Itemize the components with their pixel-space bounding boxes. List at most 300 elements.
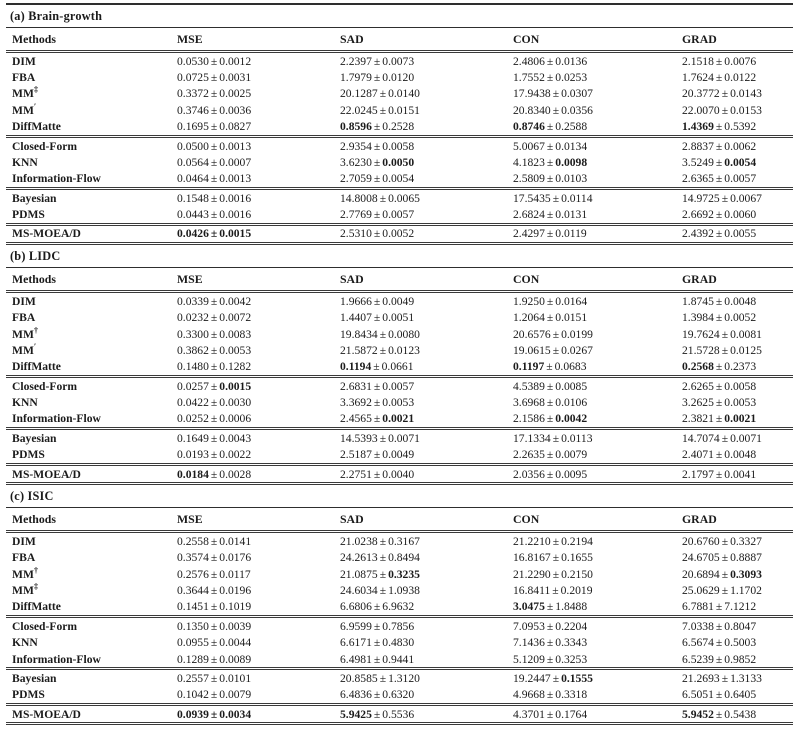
plus-minus-sign: ± (210, 71, 218, 85)
metric-value: 24.6034 (340, 584, 378, 598)
value-cell (334, 310, 507, 326)
plus-minus-sign: ± (210, 551, 218, 565)
table-row (6, 377, 793, 395)
metric-value: 19.8434 (340, 327, 378, 341)
plus-minus-sign: ± (552, 343, 560, 357)
metric-std: 0.1555 (561, 671, 593, 685)
value-cell (676, 52, 793, 70)
method-name: Information-Flow (12, 172, 101, 186)
metric-value: 0.3372 (177, 87, 209, 101)
column-header: Methods (6, 508, 171, 532)
metric-std: 0.0140 (388, 87, 420, 101)
plus-minus-sign: ± (210, 311, 218, 325)
plus-minus-sign: ± (715, 707, 723, 721)
plus-minus-sign: ± (210, 327, 218, 341)
value-cell (334, 566, 507, 582)
method-cell (6, 705, 171, 724)
table-row (6, 52, 793, 70)
plus-minus-sign: ± (715, 619, 723, 633)
metric-value: 14.7074 (682, 431, 720, 445)
plus-minus-sign: ± (210, 208, 218, 222)
metric-value: 2.1586 (513, 412, 545, 426)
metric-value: 0.1649 (177, 431, 209, 445)
method-superscript: ‡ (33, 582, 39, 592)
metric-value: 0.2568 (682, 360, 714, 374)
plus-minus-sign: ± (373, 707, 381, 721)
method-cell (6, 532, 171, 550)
value-cell (507, 102, 676, 118)
method-cell (6, 136, 171, 154)
plus-minus-sign: ± (373, 467, 381, 481)
metric-std: 0.0114 (561, 191, 593, 205)
metric-std: 0.0065 (388, 191, 420, 205)
value-cell (507, 342, 676, 358)
value-cell (171, 705, 334, 724)
plus-minus-sign: ± (546, 619, 554, 633)
value-cell (676, 224, 793, 243)
method-name: Closed-Form (12, 619, 78, 633)
plus-minus-sign: ± (546, 71, 554, 85)
metric-std: 0.0122 (724, 71, 757, 85)
plus-minus-sign: ± (373, 120, 381, 134)
metric-std: 0.0079 (219, 688, 252, 702)
metric-value: 1.7552 (513, 71, 545, 85)
value-cell (507, 651, 676, 669)
plus-minus-sign: ± (715, 311, 723, 325)
plus-minus-sign: ± (546, 467, 554, 481)
method-name: MM (12, 567, 34, 581)
table-row (6, 447, 793, 465)
plus-minus-sign: ± (715, 396, 723, 410)
metric-value: 5.9425 (340, 707, 372, 721)
metric-std: 0.0055 (724, 227, 757, 241)
value-cell (334, 86, 507, 102)
table-row (6, 292, 793, 310)
value-cell (171, 189, 334, 207)
value-cell (334, 411, 507, 429)
metric-std: 0.0022 (219, 448, 252, 462)
method-name: DIM (12, 534, 36, 548)
value-cell (676, 189, 793, 207)
value-cell (507, 52, 676, 70)
plus-minus-sign: ± (210, 619, 218, 633)
value-cell (676, 326, 793, 342)
metric-value: 0.0725 (177, 71, 209, 85)
metric-std: 0.0006 (219, 412, 252, 426)
metric-value: 17.9438 (513, 87, 551, 101)
metric-value: 6.9599 (340, 619, 372, 633)
method-name: MS-MOEA/D (12, 707, 81, 721)
metric-value: 14.9725 (682, 191, 720, 205)
plus-minus-sign: ± (721, 584, 729, 598)
table-row (6, 550, 793, 566)
metric-value: 0.2576 (177, 567, 209, 581)
metric-value: 0.2558 (177, 534, 209, 548)
table-row (6, 171, 793, 189)
metric-std: 0.0073 (382, 54, 415, 68)
value-cell (507, 326, 676, 342)
metric-std: 0.0015 (219, 379, 252, 393)
plus-minus-sign: ± (210, 139, 218, 153)
table-section (6, 245, 793, 485)
metric-value: 2.8837 (682, 139, 714, 153)
metric-value: 0.0193 (177, 448, 209, 462)
metric-std: 0.0095 (555, 467, 588, 481)
value-cell (334, 342, 507, 358)
method-cell (6, 669, 171, 687)
plus-minus-sign: ± (373, 619, 381, 633)
value-cell (171, 411, 334, 429)
plus-minus-sign: ± (373, 600, 381, 614)
value-cell (334, 464, 507, 483)
metric-std: 0.0036 (219, 103, 252, 117)
plus-minus-sign: ± (373, 448, 381, 462)
section-title: (b) LIDC (10, 249, 61, 264)
metric-value: 6.6806 (340, 600, 372, 614)
metrics-table (6, 27, 793, 245)
value-cell (171, 154, 334, 170)
plus-minus-sign: ± (715, 636, 723, 650)
metric-value: 2.5310 (340, 227, 372, 241)
value-cell (676, 705, 793, 724)
metric-value: 17.1334 (513, 431, 551, 445)
method-name: MS-MOEA/D (12, 227, 81, 241)
metric-std: 0.3327 (730, 534, 762, 548)
column-header: SAD (334, 268, 507, 292)
metric-std: 0.0021 (724, 412, 757, 426)
metric-std: 0.0176 (219, 551, 252, 565)
value-cell (676, 429, 793, 447)
metric-std: 0.0021 (382, 412, 415, 426)
metric-value: 1.9666 (340, 294, 372, 308)
table-header (6, 508, 793, 532)
table-section (6, 3, 793, 245)
metric-std: 0.2019 (560, 584, 593, 598)
value-cell (507, 359, 676, 377)
value-cell (171, 224, 334, 243)
plus-minus-sign: ± (552, 103, 560, 117)
metric-std: 0.0052 (382, 227, 415, 241)
metric-value: 19.0615 (513, 343, 551, 357)
value-cell (676, 206, 793, 224)
metric-value: 2.2397 (340, 54, 372, 68)
value-cell (676, 119, 793, 137)
plus-minus-sign: ± (379, 103, 387, 117)
value-cell (171, 69, 334, 85)
method-group (6, 52, 793, 137)
column-header: CON (507, 28, 676, 52)
value-cell (334, 359, 507, 377)
metric-std: 6.9632 (382, 600, 415, 614)
plus-minus-sign: ± (210, 103, 218, 117)
value-cell (171, 651, 334, 669)
plus-minus-sign: ± (210, 707, 218, 721)
table-row (6, 582, 793, 598)
metric-std: 0.0103 (555, 172, 588, 186)
metric-value: 2.5809 (513, 172, 545, 186)
header-row (6, 28, 793, 52)
method-cell (6, 377, 171, 395)
plus-minus-sign: ± (210, 652, 218, 666)
plus-minus-sign: ± (546, 311, 554, 325)
table-section (6, 485, 793, 725)
metric-std: 0.0058 (724, 379, 757, 393)
metric-value: 4.5389 (513, 379, 545, 393)
metric-std: 0.0131 (555, 208, 588, 222)
metric-value: 2.4392 (682, 227, 714, 241)
plus-minus-sign: ± (715, 652, 723, 666)
value-cell (676, 464, 793, 483)
plus-minus-sign: ± (546, 172, 554, 186)
value-cell (676, 102, 793, 118)
column-header: Methods (6, 268, 171, 292)
metric-std: 0.0827 (219, 120, 252, 134)
metric-std: 0.5536 (382, 707, 415, 721)
plus-minus-sign: ± (715, 412, 723, 426)
plus-minus-sign: ± (715, 294, 723, 308)
metric-std: 0.3318 (555, 688, 588, 702)
metric-std: 0.1019 (219, 600, 252, 614)
metric-std: 0.0098 (555, 155, 588, 169)
metric-std: 0.0081 (730, 327, 762, 341)
metric-value: 7.0338 (682, 619, 714, 633)
plus-minus-sign: ± (373, 360, 380, 374)
plus-minus-sign: ± (210, 431, 218, 445)
method-cell (6, 292, 171, 310)
plus-minus-sign: ± (552, 551, 560, 565)
value-cell (334, 119, 507, 137)
metric-std: 0.8494 (388, 551, 420, 565)
metric-std: 0.0048 (724, 448, 757, 462)
value-cell (171, 532, 334, 550)
metric-value: 1.7624 (682, 71, 714, 85)
metric-value: 2.6692 (682, 208, 714, 222)
metric-std: 0.0071 (388, 431, 420, 445)
method-group (6, 532, 793, 617)
metric-value: 0.0564 (177, 155, 209, 169)
value-cell (334, 206, 507, 224)
metric-std: 0.0013 (219, 172, 252, 186)
method-cell (6, 599, 171, 617)
metric-value: 2.2635 (513, 448, 545, 462)
metric-value: 24.6705 (682, 551, 720, 565)
metric-std: 0.3343 (555, 636, 588, 650)
metric-value: 2.0356 (513, 467, 545, 481)
table-header (6, 268, 793, 292)
metric-std: 0.0253 (555, 71, 588, 85)
metric-std: 0.0307 (561, 87, 593, 101)
method-name: Bayesian (12, 431, 57, 445)
metric-value: 24.2613 (340, 551, 378, 565)
plus-minus-sign: ± (373, 139, 381, 153)
value-cell (507, 136, 676, 154)
metric-std: 0.9441 (382, 652, 415, 666)
metric-std: 0.0076 (724, 54, 757, 68)
metric-std: 0.0123 (388, 343, 420, 357)
metric-std: 1.0938 (388, 584, 420, 598)
metric-value: 3.6230 (340, 155, 372, 169)
plus-minus-sign: ± (552, 87, 560, 101)
plus-minus-sign: ± (546, 600, 554, 614)
metric-std: 0.5438 (724, 707, 757, 721)
metric-value: 2.9354 (340, 139, 372, 153)
metric-value: 0.0500 (177, 139, 209, 153)
value-cell (334, 224, 507, 243)
value-cell (171, 86, 334, 102)
plus-minus-sign: ± (715, 600, 723, 614)
metric-value: 19.7624 (682, 327, 720, 341)
metric-value: 2.4565 (340, 412, 372, 426)
metric-value: 4.1823 (513, 155, 545, 169)
value-cell (676, 687, 793, 705)
table-row (6, 102, 793, 118)
value-cell (676, 359, 793, 377)
value-cell (171, 635, 334, 651)
plus-minus-sign: ± (546, 688, 554, 702)
metric-std: 0.0151 (388, 103, 420, 117)
metric-value: 2.4806 (513, 54, 545, 68)
metric-value: 0.3574 (177, 551, 209, 565)
metric-value: 0.0426 (177, 227, 209, 241)
method-cell (6, 171, 171, 189)
value-cell (676, 171, 793, 189)
metric-std: 0.0053 (724, 396, 757, 410)
metric-value: 2.6365 (682, 172, 714, 186)
metric-value: 0.1480 (177, 360, 209, 374)
metric-std: 0.3167 (388, 534, 420, 548)
plus-minus-sign: ± (715, 54, 723, 68)
metric-value: 0.1197 (513, 360, 545, 374)
column-header: Methods (6, 28, 171, 52)
value-cell (334, 69, 507, 85)
metric-std: 0.2150 (561, 567, 593, 581)
metric-std: 0.1764 (555, 707, 588, 721)
value-cell (334, 394, 507, 410)
plus-minus-sign: ± (552, 327, 560, 341)
plus-minus-sign: ± (715, 172, 723, 186)
table-row (6, 566, 793, 582)
value-cell (676, 136, 793, 154)
table-row (6, 189, 793, 207)
method-name: Closed-Form (12, 139, 78, 153)
metric-std: 0.0030 (219, 396, 252, 410)
method-superscript: ‡ (33, 85, 39, 95)
value-cell (507, 447, 676, 465)
metric-value: 1.7979 (340, 71, 372, 85)
column-header: GRAD (676, 268, 793, 292)
value-cell (334, 617, 507, 635)
metric-std: 0.0048 (724, 294, 757, 308)
plus-minus-sign: ± (721, 534, 729, 548)
plus-minus-sign: ± (715, 208, 723, 222)
value-cell (676, 582, 793, 598)
table-row (6, 154, 793, 170)
value-cell (334, 102, 507, 118)
plus-minus-sign: ± (210, 567, 218, 581)
metric-std: 7.1212 (724, 600, 757, 614)
metric-std: 0.0080 (388, 327, 420, 341)
metric-value: 16.8167 (513, 551, 551, 565)
method-cell (6, 69, 171, 85)
value-cell (676, 566, 793, 582)
plus-minus-sign: ± (210, 120, 218, 134)
metric-std: 0.0057 (382, 379, 415, 393)
section-title-row (6, 485, 793, 507)
method-name: DiffMatte (12, 600, 61, 614)
value-cell (676, 154, 793, 170)
plus-minus-sign: ± (210, 54, 218, 68)
value-cell (676, 377, 793, 395)
method-cell (6, 464, 171, 483)
method-cell (6, 617, 171, 635)
method-group (6, 189, 793, 225)
value-cell (334, 532, 507, 550)
value-cell (507, 705, 676, 724)
metric-value: 0.1289 (177, 652, 209, 666)
metric-std: 0.0143 (730, 87, 762, 101)
value-cell (334, 377, 507, 395)
value-cell (507, 411, 676, 429)
metric-value: 3.3692 (340, 396, 372, 410)
metric-std: 0.5392 (724, 120, 757, 134)
plus-minus-sign: ± (715, 467, 723, 481)
value-cell (507, 69, 676, 85)
plus-minus-sign: ± (379, 87, 387, 101)
table-row (6, 310, 793, 326)
metric-std: 0.0052 (724, 311, 757, 325)
column-header: MSE (171, 28, 334, 52)
value-cell (171, 394, 334, 410)
method-cell (6, 394, 171, 410)
metric-std: 0.0039 (219, 619, 252, 633)
value-cell (676, 69, 793, 85)
metric-std: 0.6320 (382, 688, 415, 702)
plus-minus-sign: ± (721, 551, 729, 565)
section-title: (c) ISIC (10, 489, 54, 504)
value-cell (334, 635, 507, 651)
method-name: PDMS (12, 688, 45, 702)
value-cell (334, 651, 507, 669)
metric-value: 1.4407 (340, 311, 372, 325)
metric-std: 0.0043 (219, 431, 252, 445)
metric-value: 2.1518 (682, 54, 714, 68)
metric-value: 0.0422 (177, 396, 209, 410)
metric-std: 0.0031 (219, 71, 252, 85)
column-header: MSE (171, 508, 334, 532)
metric-std: 0.2588 (555, 120, 588, 134)
metric-std: 0.0101 (219, 671, 252, 685)
method-cell (6, 86, 171, 102)
method-group (6, 224, 793, 243)
method-name: PDMS (12, 208, 45, 222)
metric-value: 6.6171 (340, 636, 372, 650)
method-name: KNN (12, 396, 38, 410)
column-header: MSE (171, 268, 334, 292)
value-cell (171, 582, 334, 598)
value-cell (507, 310, 676, 326)
method-cell (6, 447, 171, 465)
metric-std: 0.0125 (730, 343, 762, 357)
method-cell (6, 651, 171, 669)
plus-minus-sign: ± (210, 396, 218, 410)
metric-value: 21.2210 (513, 534, 551, 548)
value-cell (171, 447, 334, 465)
metric-std: 0.0117 (219, 567, 251, 581)
metric-value: 21.0238 (340, 534, 378, 548)
metric-std: 0.0013 (219, 139, 252, 153)
value-cell (676, 617, 793, 635)
value-cell (676, 292, 793, 310)
